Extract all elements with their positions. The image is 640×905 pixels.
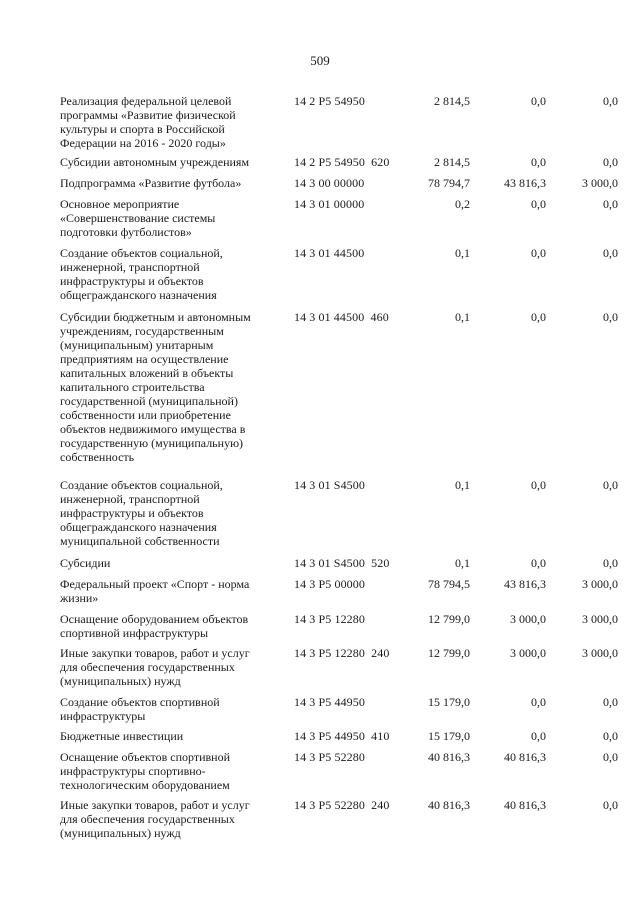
row-code: 14 2 P5 54950 620 bbox=[294, 155, 390, 169]
row-value-3: 0,0 bbox=[603, 310, 618, 324]
row-value-2: 40 816,3 bbox=[504, 798, 546, 812]
row-name: Оснащение оборудованием объектов спортивной инфраструктуры bbox=[60, 612, 249, 640]
row-value-3: 0,0 bbox=[603, 729, 618, 743]
row-code: 14 3 P5 12280 240 bbox=[294, 646, 390, 660]
row-value-3: 3 000,0 bbox=[582, 577, 618, 591]
row-name: Реализация федеральной целевой программы «Развитие физической культуры и спорта в Российской Федерации на 2016 - 2020 годы» bbox=[60, 94, 236, 150]
row-name: Субсидии автономным учреждениям bbox=[60, 155, 250, 169]
row-name: Иные закупки товаров, работ и услуг для обеспечения государственных (муниципальных) нужд bbox=[60, 646, 250, 688]
row-value-2: 0,0 bbox=[531, 478, 546, 492]
row-code: 14 3 01 44500 460 bbox=[294, 310, 389, 324]
row-value-3: 0,0 bbox=[603, 246, 618, 260]
row-value-2: 0,0 bbox=[531, 94, 546, 108]
row-value-3: 0,0 bbox=[603, 94, 618, 108]
row-value-2: 3 000,0 bbox=[510, 612, 546, 626]
row-value-1: 0,1 bbox=[455, 310, 470, 324]
row-name: Основное мероприятие «Совершенствование системы подготовки футболистов» bbox=[60, 197, 216, 239]
row-code: 14 3 01 00000 bbox=[294, 197, 365, 211]
row-code: 14 3 01 S4500 520 bbox=[294, 556, 390, 570]
row-value-1: 12 799,0 bbox=[428, 646, 470, 660]
row-value-2: 0,0 bbox=[531, 246, 546, 260]
row-name: Создание объектов спортивной инфраструктуры bbox=[60, 695, 220, 723]
row-name: Создание объектов социальной, инженерной, транспортной инфраструктуры и объектов общегражданского назначения bbox=[60, 246, 223, 302]
row-value-3: 0,0 bbox=[603, 750, 618, 764]
row-code: 14 3 01 S4500 bbox=[294, 478, 365, 492]
row-name: Бюджетные инвестиции bbox=[60, 729, 184, 743]
row-name: Иные закупки товаров, работ и услуг для обеспечения государственных (муниципальных) нужд bbox=[60, 798, 250, 840]
row-value-2: 43 816,3 bbox=[504, 176, 546, 190]
row-code: 14 2 P5 54950 bbox=[294, 94, 365, 108]
row-name: Субсидии бюджетным и автономным учреждениям, государственным (муниципальным) унитарным предприятиям на осуществление капитальных вложений в объекты капитального строительства государственной (муниципальной) собственности или приобретение объектов недвижимого имущества в государственную (муниципальную) собственность bbox=[60, 310, 251, 464]
row-code: 14 3 P5 12280 bbox=[294, 612, 365, 626]
row-value-2: 0,0 bbox=[531, 155, 546, 169]
row-value-1: 15 179,0 bbox=[428, 695, 470, 709]
row-value-1: 0,1 bbox=[455, 478, 470, 492]
row-code: 14 3 01 44500 bbox=[294, 246, 365, 260]
row-value-3: 0,0 bbox=[603, 478, 618, 492]
row-name: Подпрограмма «Развитие футбола» bbox=[60, 176, 242, 190]
row-value-3: 3 000,0 bbox=[582, 176, 618, 190]
row-value-2: 0,0 bbox=[531, 556, 546, 570]
row-value-3: 0,0 bbox=[603, 155, 618, 169]
row-value-2: 0,0 bbox=[531, 695, 546, 709]
row-value-1: 15 179,0 bbox=[428, 729, 470, 743]
row-name: Оснащение объектов спортивной инфраструктуры спортивно- технологическим оборудованием bbox=[60, 750, 231, 792]
row-value-1: 0,1 bbox=[455, 246, 470, 260]
row-value-2: 3 000,0 bbox=[510, 646, 546, 660]
row-code: 14 3 P5 00000 bbox=[294, 577, 365, 591]
row-name: Создание объектов социальной, инженерной, транспортной инфраструктуры и объектов общегражданского назначения муниципальной собственности bbox=[60, 478, 223, 548]
row-name: Федеральный проект «Спорт - норма жизни» bbox=[60, 577, 250, 605]
row-code: 14 3 P5 44950 bbox=[294, 695, 365, 709]
row-value-1: 40 816,3 bbox=[428, 798, 470, 812]
row-value-1: 2 814,5 bbox=[434, 155, 470, 169]
row-code: 14 3 P5 52280 bbox=[294, 750, 365, 764]
row-value-2: 0,0 bbox=[531, 310, 546, 324]
row-value-1: 40 816,3 bbox=[428, 750, 470, 764]
row-value-1: 78 794,5 bbox=[428, 577, 470, 591]
page-number: 509 bbox=[310, 53, 330, 68]
row-code: 14 3 P5 52280 240 bbox=[294, 798, 390, 812]
row-value-2: 40 816,3 bbox=[504, 750, 546, 764]
row-value-1: 12 799,0 bbox=[428, 612, 470, 626]
row-value-3: 3 000,0 bbox=[582, 646, 618, 660]
row-value-2: 43 816,3 bbox=[504, 577, 546, 591]
row-value-2: 0,0 bbox=[531, 729, 546, 743]
row-value-3: 0,0 bbox=[603, 695, 618, 709]
row-value-1: 78 794,7 bbox=[428, 176, 470, 190]
row-value-3: 0,0 bbox=[603, 556, 618, 570]
row-code: 14 3 P5 44950 410 bbox=[294, 729, 390, 743]
row-code: 14 3 00 00000 bbox=[294, 176, 365, 190]
row-value-3: 0,0 bbox=[603, 197, 618, 211]
row-name: Субсидии bbox=[60, 556, 111, 570]
row-value-1: 2 814,5 bbox=[434, 94, 470, 108]
row-value-2: 0,0 bbox=[531, 197, 546, 211]
row-value-1: 0,1 bbox=[455, 556, 470, 570]
row-value-3: 3 000,0 bbox=[582, 612, 618, 626]
row-value-1: 0,2 bbox=[455, 197, 470, 211]
row-value-3: 0,0 bbox=[603, 798, 618, 812]
